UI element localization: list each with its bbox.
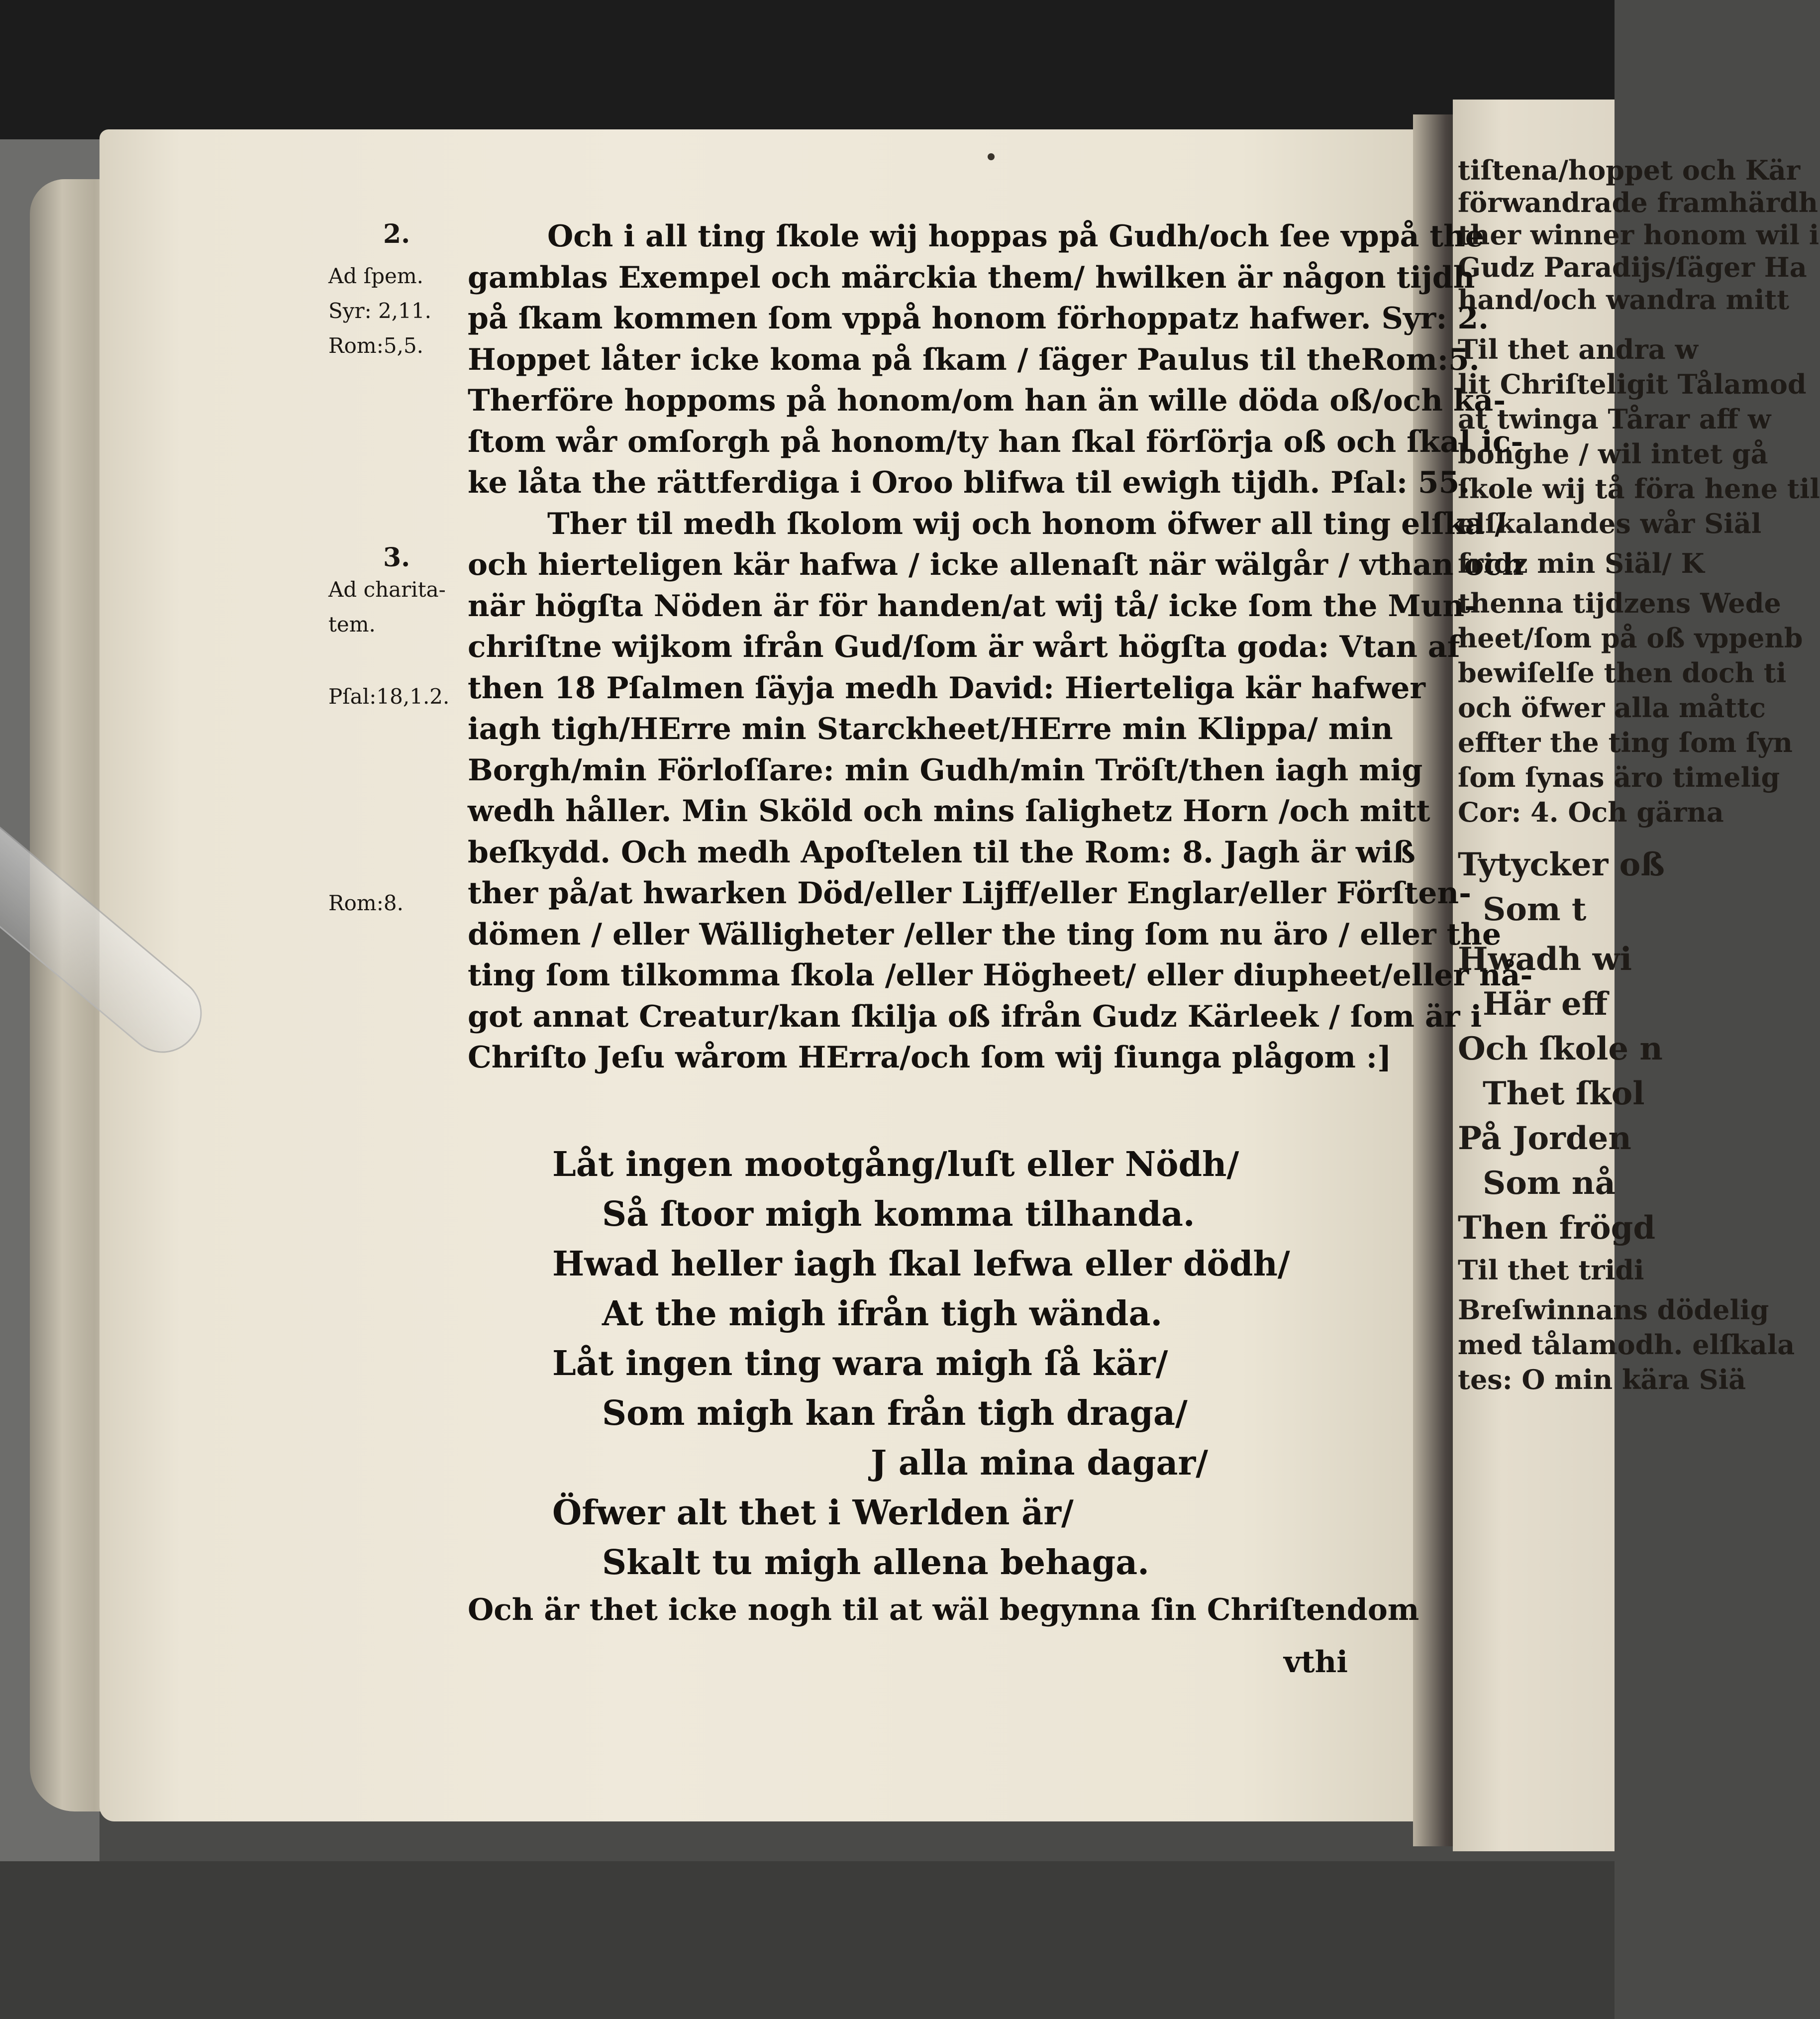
facing-page-line: Gudz Paradijs/ſäger Ha [1458, 251, 1807, 283]
body-line: dömen / eller Wälligheter /eller the ting ſom nu äro / eller the [468, 917, 1502, 952]
body-line: then 18 Pſalmen ſäyja medh David: Hierteliga kär hafwer [468, 670, 1426, 706]
margin-note: Syr: 2,11. [328, 299, 431, 323]
facing-page-line: Som nå [1483, 1165, 1616, 1202]
closing-line: Och är thet icke nogh til at wäl begynna ſin Chriſtendom [468, 1593, 1419, 1627]
facing-page-line: och öfwer alla måttc [1458, 692, 1766, 724]
body-line: ſtom wår omſorgh på honom/ty han ſkal förſörja oß och ſkal ic- [468, 424, 1523, 459]
body-line: Chriſto Jeſu wårom HErra/och ſom wij ſiunga plågom :] [468, 1040, 1392, 1075]
body-line: när högſta Nöden är för handen/at wij tå/ icke ſom the Mun- [468, 588, 1477, 624]
facing-page-line: Til thet tridi [1458, 1254, 1644, 1286]
facing-page-line: Som t [1483, 891, 1587, 928]
body-line: wedh håller. Min Sköld och mins ſalighetz Horn /och mitt [468, 794, 1430, 829]
verse-line: Som migh kan från tigh draga/ [602, 1393, 1188, 1433]
verse-line: Öfwer alt thet i Werlden är/ [552, 1493, 1074, 1533]
facing-page-line: elſkalandes wår Siäl [1458, 508, 1762, 539]
facing-page-line: förwandrade framhärdh [1458, 187, 1819, 218]
catchword: vthi [1284, 1645, 1348, 1680]
body-line: chriſtne wijkom ifrån Gud/ſom är wårt högſta goda: Vtan af [468, 630, 1460, 664]
facing-page-line: Then frögd [1458, 1209, 1656, 1247]
body-line: gamblas Exempel och märckia them/ hwilken är någon tijdh [468, 260, 1475, 295]
margin-note: Rom:8. [328, 891, 404, 915]
body-line: beſkydd. Och medh Apoſtelen til the Rom: 8. Jagh är wiß [468, 835, 1416, 870]
facing-page-line: fridz min Siäl/ K [1458, 547, 1705, 579]
facing-page-line: Hwadh wi [1458, 941, 1632, 978]
facing-page-line: Thet ſkol [1483, 1075, 1645, 1112]
facing-page-line: ther winner honom wil i [1458, 219, 1820, 251]
margin-note: Ad charita- [328, 577, 446, 602]
body-line: iagh tigh/HErre min Starckheet/HErre min Klippa/ min [468, 712, 1393, 746]
verse-line: At the migh ifrån tigh wända. [602, 1294, 1163, 1334]
facing-page-line: Och ſkole n [1458, 1030, 1663, 1067]
body-line: got annat Creatur/kan ſkilja oß ifrån Gudz Kärleek / ſom är i [468, 999, 1482, 1034]
verse-line: Låt ingen mootgång/luſt eller Nödh/ [552, 1145, 1239, 1184]
facing-page-line: at twinga Tårar aff w [1458, 403, 1771, 435]
facing-page-line: heet/ſom på oß vppenb [1458, 622, 1803, 654]
verse-line: J alla mina dagar/ [871, 1443, 1209, 1483]
verse-line: Så ſtoor migh komma tilhanda. [602, 1194, 1195, 1234]
facing-page-line: bonghe / wil intet gå [1458, 438, 1768, 470]
facing-page-line: Cor: 4. Och gärna [1458, 796, 1724, 828]
body-line: Borgh/min Förloſſare: min Gudh/min Tröſt/then iagh mig [468, 752, 1423, 788]
facing-page-line: effter the ting ſom ſyn [1458, 727, 1793, 758]
verse-line: Skalt tu migh allena behaga. [602, 1543, 1149, 1583]
verse-line: Hwad heller iagh ſkal lefwa eller dödh/ [552, 1244, 1290, 1284]
facing-page-line: bewiſelſe then doch ti [1458, 657, 1787, 689]
margin-note: Rom:5,5. [328, 333, 424, 358]
facing-page-line: tes: O min kära Siä [1458, 1364, 1746, 1395]
margin-note: 2. [383, 219, 410, 249]
facing-page-line: På Jorden [1458, 1120, 1631, 1157]
body-line: på ſkam kommen ſom vppå honom förhoppatz hafwer. Syr: 2. [468, 301, 1489, 336]
margin-note: 3. [383, 542, 410, 573]
facing-page-line: hand/och wandra mitt [1458, 284, 1790, 316]
body-line: Hoppet låter icke koma på ſkam / ſäger Paulus til theRom:5. [468, 342, 1480, 377]
body-line: Och i all ting ſkole wij hoppas på Gudh/och ſee vppå the [547, 219, 1484, 254]
body-line: ting ſom tilkomma ſkola /eller Högheet/ eller diupheet/eller nå- [468, 958, 1533, 993]
facing-page-line: Breſwinnans dödelig [1458, 1294, 1769, 1326]
facing-page-line: lit Chriſteligit Tålamod [1458, 368, 1807, 400]
verse-line: Låt ingen ting wara migh ſå kär/ [552, 1344, 1168, 1383]
facing-page-line: ſom ſynas äro timelig [1458, 761, 1780, 793]
margin-note: Pſal:18,1.2. [328, 684, 450, 709]
body-line: ther på/at hwarken Död/eller Lijff/eller Englar/eller Förſten- [468, 876, 1472, 911]
body-line: ke låta the rättferdiga i Oroo blifwa til ewigh tijdh. Pſal: 55. [468, 465, 1470, 500]
margin-note: Ad ſpem. [328, 264, 424, 288]
facing-page-line: tiſtena/hoppet och Kär [1458, 154, 1801, 186]
margin-note: tem. [328, 612, 376, 637]
facing-page-line: ſkole wij tå föra hene til [1458, 473, 1820, 505]
facing-page-line: thenna tijdzens Wede [1458, 587, 1781, 619]
body-line: Therföre hoppoms på honom/om han än wille döda oß/och ka- [468, 383, 1506, 418]
body-line: Ther til medh ſkolom wij och honom öfwer all ting elſka / [547, 506, 1506, 541]
facing-page-line: Tytycker oß [1458, 846, 1665, 883]
facing-page-line: med tålamodh. elſkala [1458, 1329, 1795, 1361]
body-line: och hierteligen kär hafwa / icke allenaſt när wälgår / vthan och [468, 547, 1524, 582]
facing-page-line: Här eff [1483, 985, 1608, 1023]
facing-page-line: Til thet andra w [1458, 333, 1699, 365]
